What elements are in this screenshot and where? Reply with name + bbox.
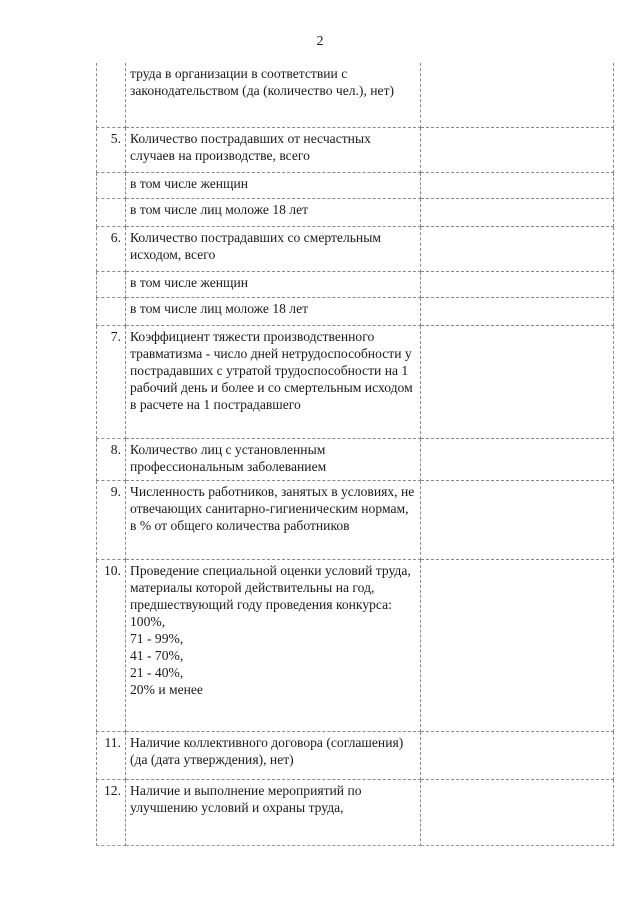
row-number <box>97 63 126 127</box>
table-row <box>97 172 614 198</box>
table-row <box>97 731 614 779</box>
value-cell <box>421 438 614 480</box>
criteria-table <box>96 63 614 846</box>
row-number: 6. <box>97 226 126 271</box>
table-row <box>97 559 614 731</box>
row-number: 8. <box>97 438 126 480</box>
row-text: Количество пострадавших от несчастных случаев на производстве, всего <box>130 130 371 163</box>
row-text: Наличие и выполнение мероприятий по улучшению условий и охраны труда, <box>130 782 362 815</box>
row-number: 11. <box>97 731 126 779</box>
value-cell <box>421 559 614 731</box>
value-cell <box>421 271 614 297</box>
row-text: Коэффициент тяжести производственного травматизма - число дней нетрудоспособности у пострадавших с утратой трудоспособности на 1 рабочий день и более и со смертельным исходом в расчете на 1 пострадавшего <box>130 328 413 412</box>
value-cell <box>421 226 614 271</box>
value-cell <box>421 731 614 779</box>
table-row <box>97 480 614 559</box>
value-cell <box>421 297 614 325</box>
row-text: в том числе лиц моложе 18 лет <box>130 201 309 217</box>
value-cell <box>421 127 614 172</box>
row-number <box>97 271 126 297</box>
table-row <box>97 127 614 172</box>
row-number: 12. <box>97 779 126 845</box>
value-cell <box>421 325 614 438</box>
table-row <box>97 779 614 845</box>
value-cell <box>421 198 614 226</box>
row-text: в том числе женщин <box>130 274 249 290</box>
table-row <box>97 325 614 438</box>
row-number: 9. <box>97 480 126 559</box>
row-text: труда в организации в соответствии с законодательством (да (количество чел.), нет) <box>130 66 395 98</box>
row-text: Численность работников, занятых в условиях, не отвечающих санитарно-гигиеническим нормам, в % от общего количества работников <box>130 483 415 533</box>
value-cell <box>421 63 614 127</box>
row-text: в том числе женщин <box>130 175 249 191</box>
table-row <box>97 63 614 127</box>
row-number: 5. <box>97 127 126 172</box>
row-text: Наличие коллективного договора (соглашения) (да (дата утверждения), нет) <box>130 734 404 767</box>
row-text: Количество лиц с установленным профессиональным заболеванием <box>130 441 327 474</box>
row-number <box>97 172 126 198</box>
page-number: 2 <box>316 34 324 49</box>
value-cell <box>421 779 614 845</box>
table-row <box>97 271 614 297</box>
value-cell <box>421 480 614 559</box>
table-row <box>97 198 614 226</box>
row-number <box>97 198 126 226</box>
row-number: 7. <box>97 325 126 438</box>
row-text: Количество пострадавших со смертельным исходом, всего <box>130 229 381 262</box>
row-text: Проведение специальной оценки условий труда, материалы которой действительны на год, предшествующий году проведения конкурса: 100%, 71 - 99%, 41 - 70%, 21 - 40%, 20% и менее <box>130 562 411 697</box>
row-number <box>97 297 126 325</box>
value-cell <box>421 172 614 198</box>
table-row <box>97 438 614 480</box>
row-text: в том числе лиц моложе 18 лет <box>130 300 309 316</box>
row-number: 10. <box>97 559 126 731</box>
table-row <box>97 226 614 271</box>
table-row <box>97 297 614 325</box>
